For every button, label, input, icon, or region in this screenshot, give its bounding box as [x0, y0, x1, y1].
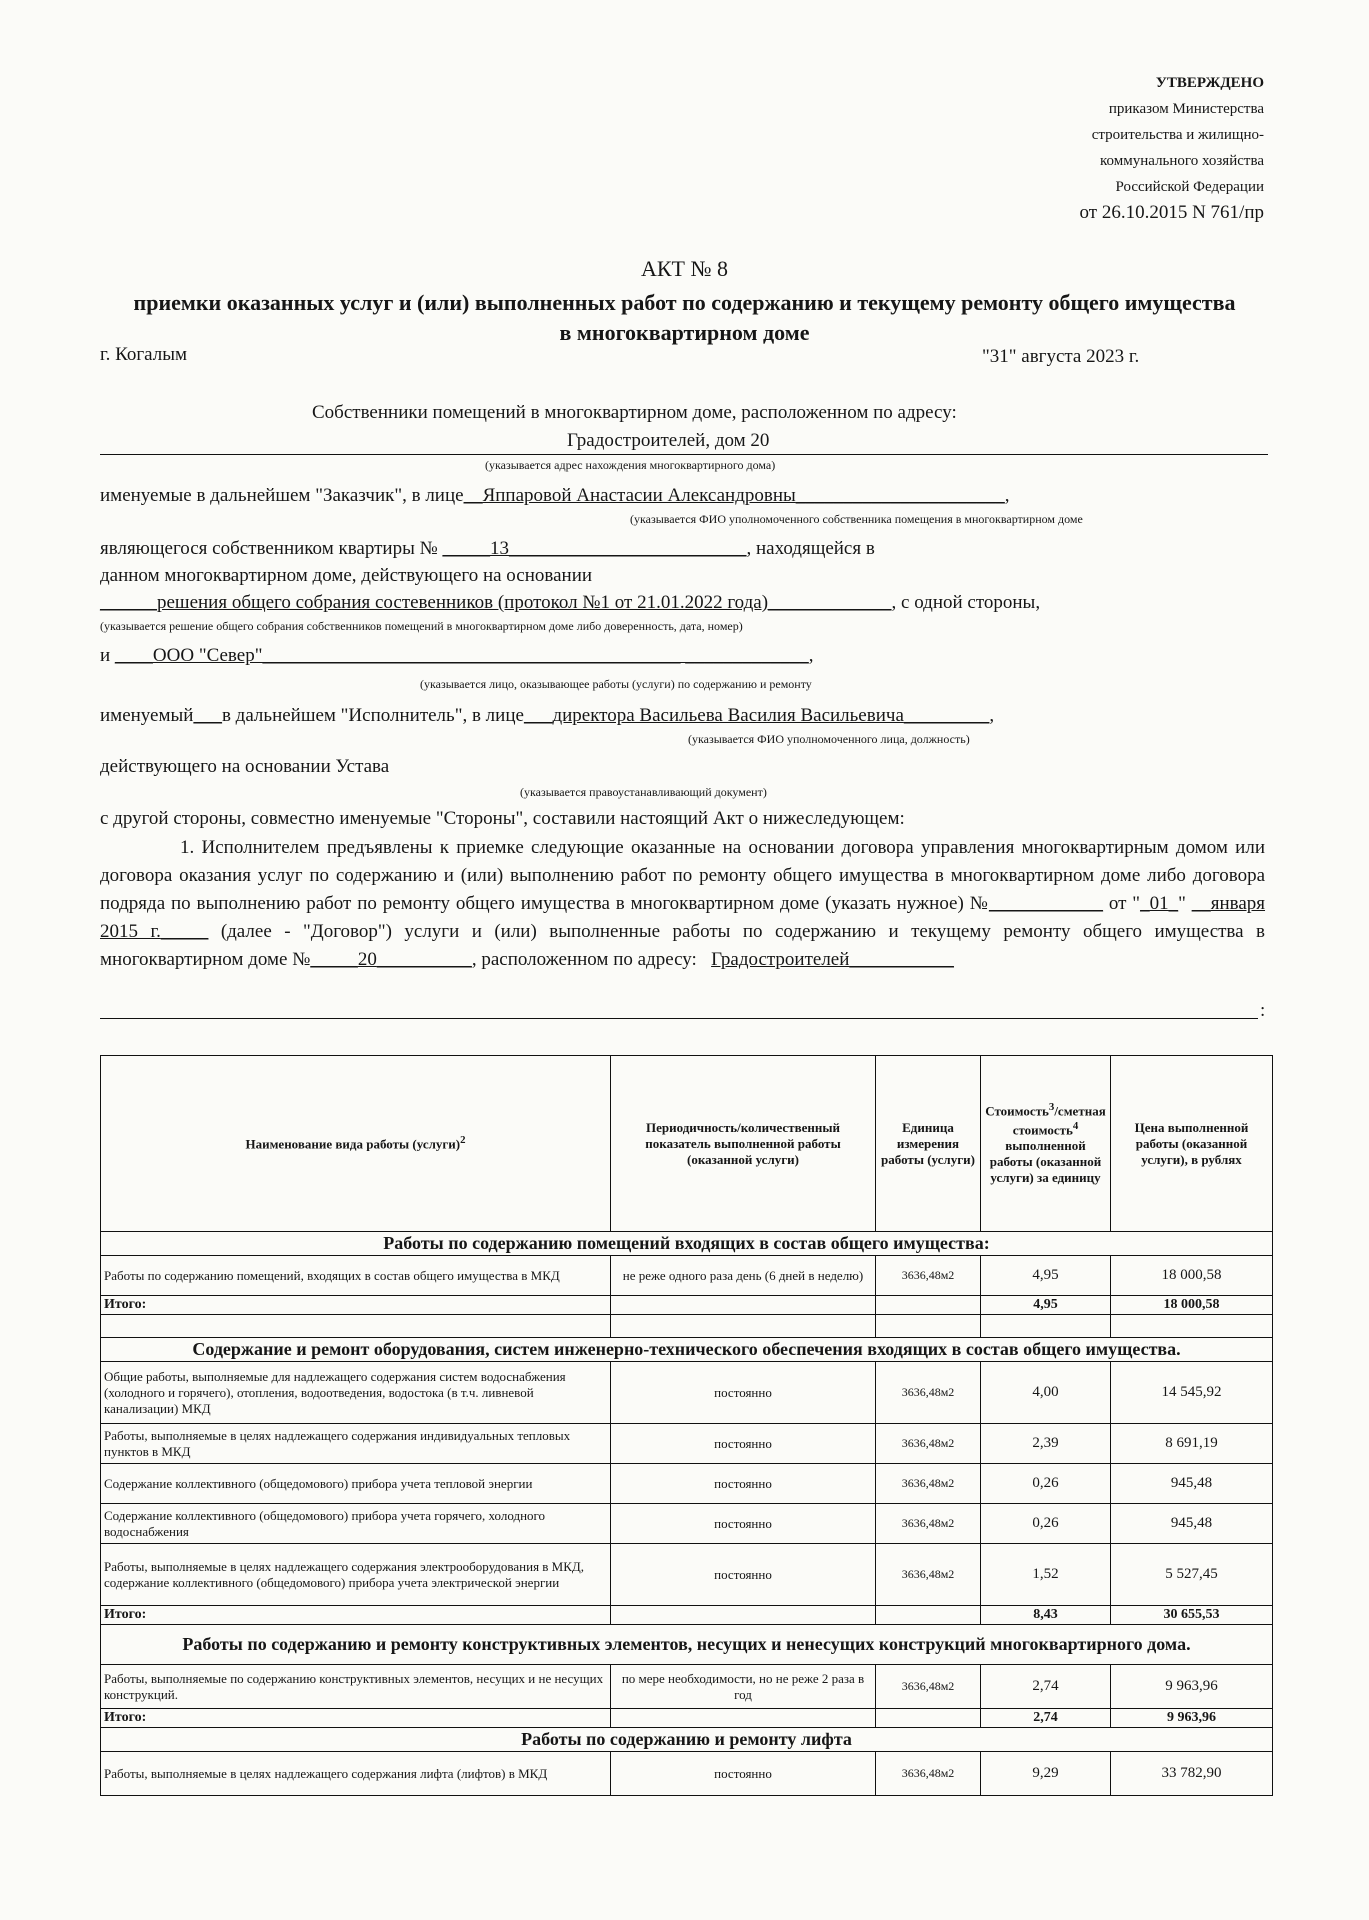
- header-price: Цена выполненной работы (оказанной услуги), в рублях: [1111, 1056, 1273, 1232]
- customer-note: (указывается ФИО уполномоченного собственника помещения в многоквартирном доме: [630, 512, 1083, 526]
- empty-row: [101, 1315, 1273, 1338]
- table-header-row: [101, 1056, 1273, 1232]
- address: Градостроителей, дом 20: [567, 430, 770, 451]
- contractor-name: ООО "Север": [152, 645, 263, 666]
- executor-note: (указывается ФИО уполномоченного лица, должность): [688, 732, 970, 746]
- section-row: Работы по содержанию и ремонту конструктивных элементов, несущих и ненесущих конструкций многоквартирного дома.: [101, 1625, 1273, 1665]
- owners-line: Собственники помещений в многоквартирном доме, расположенном по адресу:: [312, 402, 957, 423]
- approval-line: приказом Министерства: [1108, 101, 1264, 117]
- section-row: Работы по содержанию и ремонту лифта: [101, 1728, 1273, 1752]
- basis-line: данном многоквартирном доме, действующего на основании: [100, 565, 593, 586]
- total-row: Итого: 8,43 30 655,53: [101, 1606, 1273, 1625]
- table-row: Работы, выполняемые в целях надлежащего содержания электрооборудования в МКД, содержание коллективного (общедомового) прибора учета электрической энергии постоянно 3636,48м2 1,52 5 527,45: [101, 1544, 1273, 1606]
- executor-name: директора Васильева Василия Васильевича: [552, 705, 904, 726]
- customer-name: __Яппаровой Анастасии Александровны______________________: [463, 485, 1005, 506]
- approval-order: от 26.10.2015 N 761/пр: [1079, 202, 1264, 223]
- contractor-line: и ____ООО "Север"____________________________________________ _____________,: [100, 645, 814, 666]
- basis-value: решения общего собрания состевенников (протокол №1 от 21.01.2022 года): [157, 592, 769, 613]
- approval-line: коммунального хозяйства: [1100, 153, 1264, 169]
- basis-note: (указывается решение общего собрания собственников помещений в многоквартирном доме либо доверенность, дата, номер): [100, 619, 743, 633]
- act-title: АКТ № 8: [641, 256, 728, 281]
- basis-value-line: ______решения общего собрания состевенников (протокол №1 от 21.01.2022 года)_____________, с одной стороны,: [100, 592, 1041, 613]
- approval-line: УТВЕРЖДЕНО: [1155, 75, 1264, 91]
- city: г. Когалым: [100, 344, 188, 365]
- charter: действующего на основании Устава: [100, 756, 390, 777]
- section-row: Содержание и ремонт оборудования, систем инженерно-технического обеспечения входящих в состав общего имущества.: [101, 1338, 1273, 1362]
- works-table: [100, 1055, 1273, 1796]
- approval-block: [1080, 70, 1264, 226]
- address-note: (указывается адрес нахождения многоквартирного дома): [485, 458, 776, 472]
- table-row: Работы, выполняемые по содержанию конструктивных элементов, несущих и не несущих конструкций. по мере необходимости, но не реже 2 раза в год 3636,48м2 2,74 9 963,96: [101, 1665, 1273, 1709]
- table-row: Содержание коллективного (общедомового) прибора учета тепловой энергии постоянно 3636,48м2 0,26 945,48: [101, 1464, 1273, 1504]
- header-period: Периодичность/количественный показатель выполненной работы (оказанной услуги): [611, 1056, 876, 1232]
- charter-note: (указывается правоустанавливающий документ): [520, 785, 767, 799]
- header-name: Наименование вида работы (услуги)$^2$: [101, 1056, 611, 1232]
- approval-line: Российской Федерации: [1115, 179, 1264, 195]
- total-row: Итого: 2,74 9 963,96: [101, 1709, 1273, 1728]
- approval-line: строительства и жилищно-: [1091, 127, 1264, 143]
- apartment-number: _____13_________________________: [442, 538, 747, 559]
- total-row: Итого: 4,95 18 000,58: [101, 1296, 1273, 1315]
- act-subtitle: приемки оказанных услуг и (или) выполненных работ по содержанию и текущему ремонту общего имущества в многоквартирном доме: [133, 290, 1236, 345]
- section-row: Работы по содержанию помещений входящих в состав общего имущества:: [101, 1232, 1273, 1256]
- act-date: "31" августа 2023 г.: [982, 346, 1140, 367]
- clause-colon: :: [1260, 1000, 1266, 1021]
- parties-line: с другой стороны, совместно именуемые "Стороны", составили настоящий Акт о нижеследующем:: [100, 808, 905, 829]
- table-row: Работы, выполняемые в целях надлежащего содержания индивидуальных тепловых пунктов в МКД постоянно 3636,48м2 2,39 8 691,19: [101, 1424, 1273, 1464]
- customer-prefix: именуемые в дальнейшем "Заказчик", в лице: [100, 485, 464, 506]
- header-cost: Стоимость$^3$/сметная стоимость$^4$ выполненной работы (оказанной услуги) за единицу: [981, 1056, 1111, 1232]
- address-underline: [100, 454, 1268, 455]
- table-row: Работы по содержанию помещений, входящих в состав общего имущества в МКД не реже одного раза день (6 дней в неделю) 3636,48м2 4,95 18 000,58: [101, 1256, 1273, 1296]
- header-unit: Единица измерения работы (услуги): [876, 1056, 981, 1232]
- contractor-note: (указывается лицо, оказывающее работы (услуги) по содержанию и ремонту: [420, 677, 812, 691]
- table-row: Содержание коллективного (общедомового) прибора учета горячего, холодного водоснабжения постоянно 3636,48м2 0,26 945,48: [101, 1504, 1273, 1544]
- clause-underline: [100, 1018, 1258, 1019]
- apartment-line: являющегося собственником квартиры № _____13_________________________, находящейся в: [100, 538, 875, 559]
- table-row: Общие работы, выполняемые для надлежащего содержания систем водоснабжения (холодного и горячего), отопления, водоотведения, водостока (в т.ч. ливневой канализации) МКД постоянно 3636,48м2 4,00 14 545,92: [101, 1362, 1273, 1424]
- customer-line: именуемые в дальнейшем "Заказчик", в лице__Яппаровой Анастасии Александровны______________________,: [100, 485, 1010, 506]
- executor-line: именуемый___в дальнейшем "Исполнитель", в лице___директора Васильева Василия Васильевича_________,: [100, 705, 995, 726]
- table-row: Работы, выполняемые в целях надлежащего содержания лифта (лифтов) в МКД постоянно 3636,48м2 9,29 33 782,90: [101, 1752, 1273, 1796]
- clause-1: 1. Исполнителем предъявлены к приемке следующие оказанные на основании договора управления многоквартирным домом или договора оказания услуг по содержанию и (или) выполнению работ по ремонту общего имущества в многоквартирном доме либо договора подряда по выполнению работ по ремонту общего имущества в многоквартирном доме (указать нужное) №____________ от "_01_" __января 2015 г._____ (далее - "Договор") услуги и (или) выполненные работы по содержанию и текущему ремонту общего имущества в многоквартирном доме №_____20__________, расположенном по адресу: Градостроителей___________: [100, 837, 1266, 970]
